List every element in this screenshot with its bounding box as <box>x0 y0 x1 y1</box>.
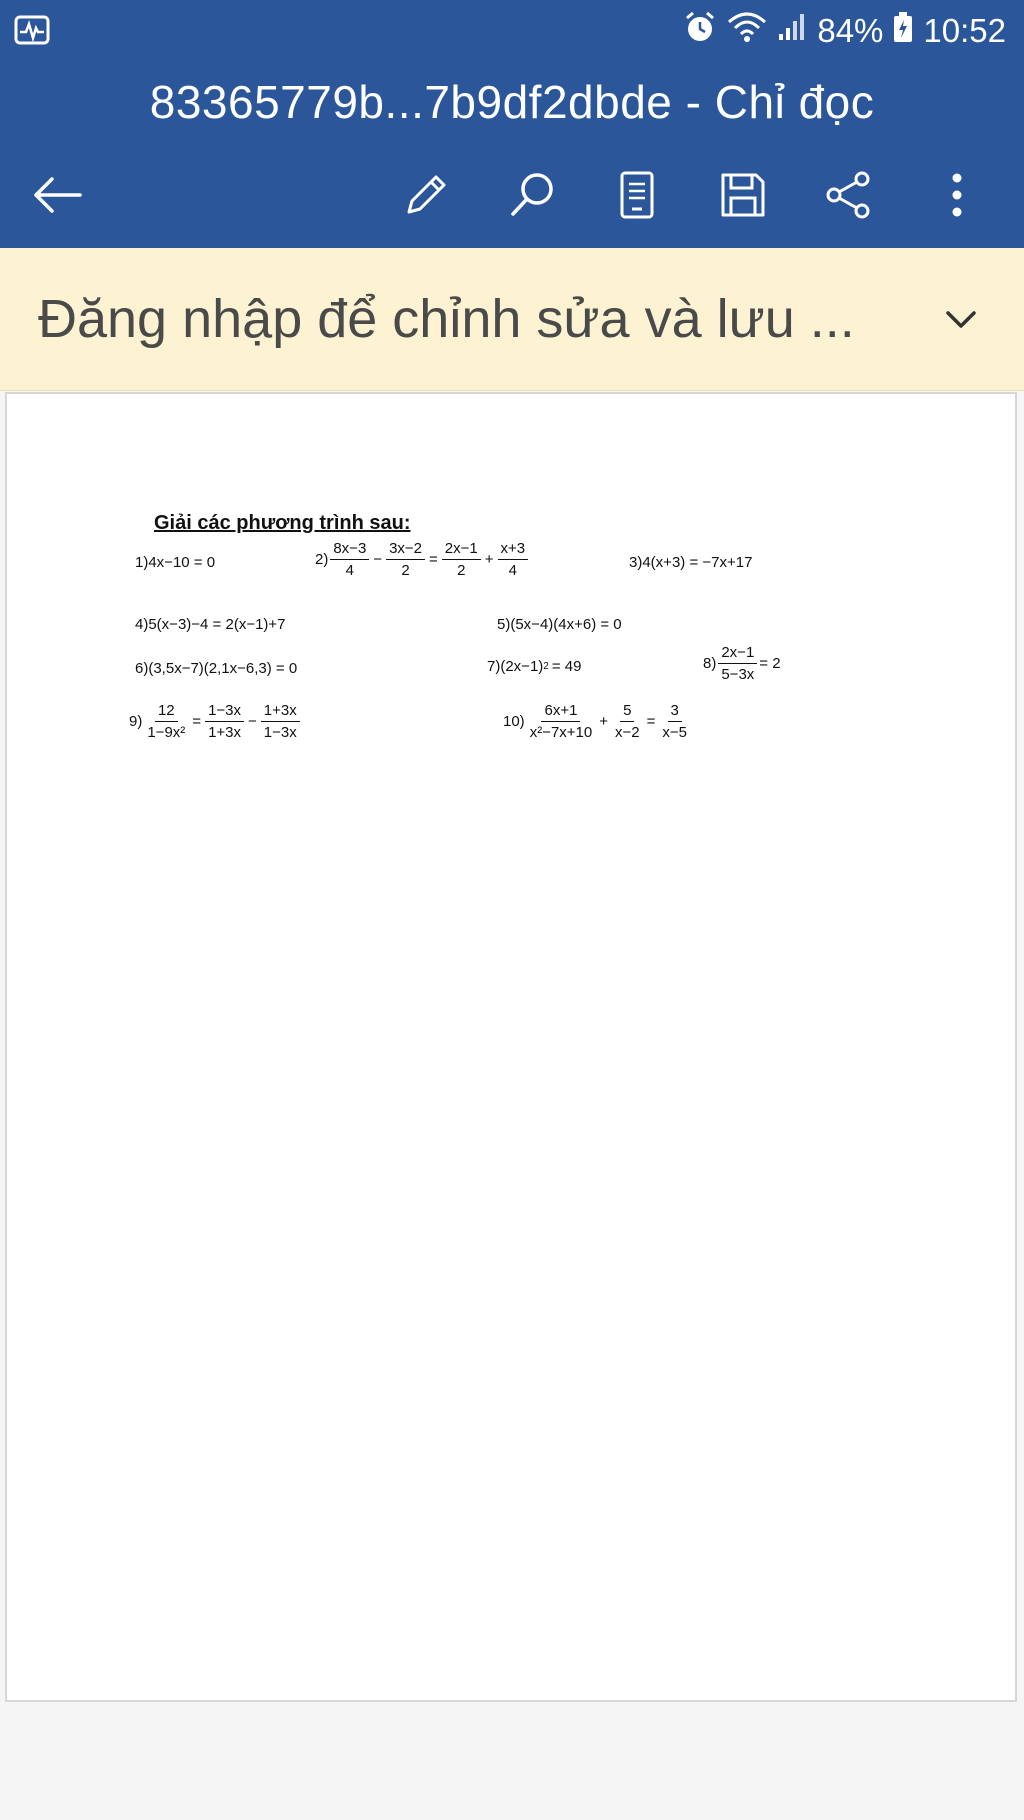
chevron-down-icon[interactable] <box>938 296 984 342</box>
equation-1 <box>135 554 215 571</box>
denominator: 1−3x <box>263 724 297 741</box>
equation-rest: = 49 <box>551 658 582 675</box>
fraction <box>498 540 529 579</box>
equation-5 <box>497 616 622 633</box>
equation-label: 8) <box>703 655 717 672</box>
equation-label: 6) <box>135 660 149 677</box>
fraction <box>261 702 300 741</box>
numerator: 12 <box>155 702 178 722</box>
document-content <box>7 394 1019 1704</box>
operator: − <box>248 713 257 730</box>
equation-text: 4x−10 = 0 <box>148 554 216 571</box>
equation-label: 4) <box>135 616 149 633</box>
document-title: 83365779b...7b9df2dbde - Chỉ đọc <box>0 62 1024 142</box>
denominator: x−2 <box>615 724 640 741</box>
equation-label: 1) <box>135 554 149 571</box>
alarm-icon <box>683 10 717 52</box>
battery-percent: 84% <box>817 12 884 49</box>
equation-label: 10) <box>503 713 525 730</box>
toolbar <box>0 142 1024 248</box>
numerator: 5 <box>620 702 634 722</box>
equation-text: 4(x+3) = −7x+17 <box>642 554 753 571</box>
operator: = <box>646 713 656 730</box>
denominator: 1−9x² <box>147 724 186 741</box>
equation-label: 7) <box>487 658 501 675</box>
share-icon <box>824 170 874 220</box>
numerator: 2x−1 <box>718 644 757 664</box>
equation-6 <box>135 660 297 677</box>
sign-in-banner[interactable] <box>0 248 1024 391</box>
denominator: 4 <box>345 562 354 579</box>
mobile-view-button[interactable] <box>604 162 670 228</box>
back-button[interactable] <box>24 162 90 228</box>
denominator: x−5 <box>662 724 687 741</box>
pencil-icon <box>401 170 451 220</box>
save-icon <box>718 170 768 220</box>
equation-text: 5(x−3)−4 = 2(x−1)+7 <box>148 616 286 633</box>
share-button[interactable] <box>816 162 882 228</box>
equation-text: (5x−4)(4x+6) = 0 <box>510 616 622 633</box>
equation-label: 2) <box>315 551 329 568</box>
signal-icon <box>777 12 807 50</box>
fraction <box>330 540 369 579</box>
more-vertical-icon <box>947 170 967 220</box>
fraction <box>386 540 425 579</box>
numerator: 3 <box>668 702 682 722</box>
equation-label: 9) <box>129 713 143 730</box>
numerator: 1−3x <box>205 702 244 722</box>
fraction <box>442 540 481 579</box>
mobile-view-icon <box>617 170 657 220</box>
operator: + <box>484 551 494 568</box>
numerator: 6x+1 <box>541 702 580 722</box>
numerator: 3x−2 <box>386 540 425 560</box>
denominator: x²−7x+10 <box>529 724 593 741</box>
denominator: 1+3x <box>208 724 242 741</box>
fraction <box>659 702 690 741</box>
numerator: x+3 <box>498 540 529 560</box>
wifi-icon <box>727 10 767 52</box>
denominator: 5−3x <box>721 666 755 683</box>
fraction <box>205 702 244 741</box>
equation-8 <box>703 644 781 683</box>
fraction <box>527 702 596 741</box>
search-icon <box>507 170 557 220</box>
equation-3 <box>629 554 752 571</box>
equation-base: (2x−1) <box>500 658 544 675</box>
search-button[interactable] <box>499 162 565 228</box>
status-bar <box>0 0 1024 62</box>
equation-7 <box>487 658 581 675</box>
operator: + <box>599 713 608 730</box>
document-page[interactable] <box>5 392 1017 1702</box>
equation-label: 5) <box>497 616 511 633</box>
numerator: 2x−1 <box>442 540 481 560</box>
operator: − <box>373 551 383 568</box>
equation-2 <box>315 540 530 579</box>
activity-monitor-icon <box>14 12 50 48</box>
equation-text: (3,5x−7)(2,1x−6,3) = 0 <box>148 660 298 677</box>
fraction <box>612 702 643 741</box>
fraction <box>144 702 188 741</box>
back-arrow-icon <box>32 175 82 215</box>
denominator: 2 <box>401 562 410 579</box>
sign-in-banner-text[interactable]: Đăng nhập để chỉnh sửa và lưu ... <box>38 289 855 349</box>
equation-9 <box>129 702 302 741</box>
numerator: 1+3x <box>261 702 300 722</box>
more-options-button[interactable] <box>924 162 990 228</box>
numerator: 8x−3 <box>330 540 369 560</box>
edit-button[interactable] <box>393 162 459 228</box>
fraction <box>718 644 757 683</box>
battery-icon <box>893 11 913 51</box>
save-button[interactable] <box>710 162 776 228</box>
equation-10 <box>503 702 692 741</box>
equation-label: 3) <box>629 554 643 571</box>
operator: = <box>192 713 202 730</box>
equation-exponent: 2 <box>543 661 549 672</box>
denominator: 4 <box>508 562 517 579</box>
clock: 10:52 <box>923 12 1006 49</box>
equation-rest: = 2 <box>759 655 781 672</box>
equation-4 <box>135 616 286 633</box>
document-heading: Giải các phương trình sau: <box>154 512 411 534</box>
denominator: 2 <box>457 562 466 579</box>
operator: = <box>429 551 438 568</box>
